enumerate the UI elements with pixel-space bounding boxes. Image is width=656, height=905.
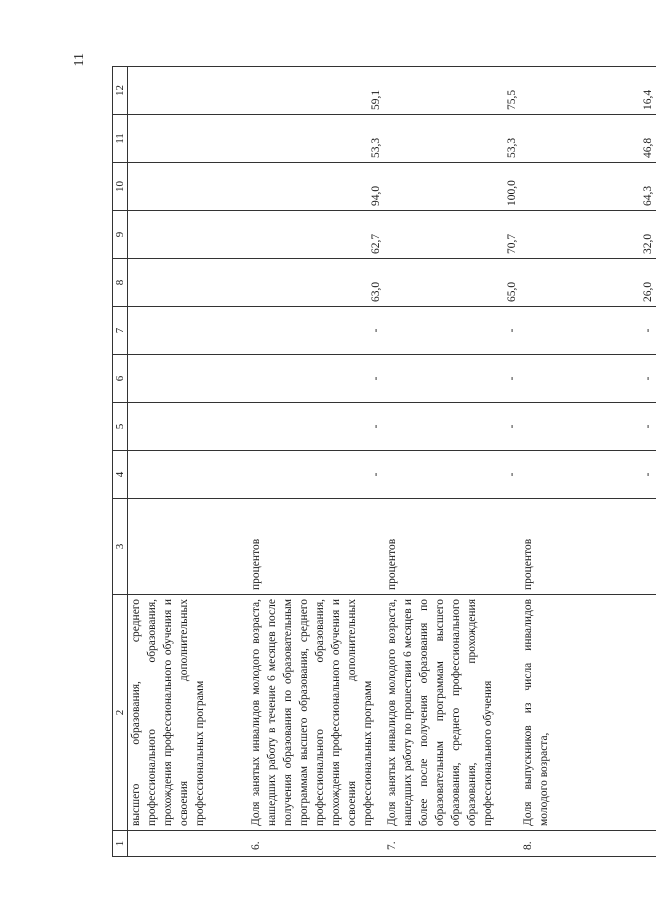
unit-cell: процентов [248,499,384,595]
value-cell: - [520,307,656,355]
row-index: 7. [384,831,520,857]
header-cell: 8 [113,259,128,307]
value-cell: - [248,355,384,403]
header-cell: 9 [113,211,128,259]
value-cell: - [384,451,520,499]
value-cell [128,403,249,451]
value-cell: - [520,355,656,403]
value-cell: 53,3 [248,115,384,163]
header-cell: 10 [113,163,128,211]
unit-cell: процентов [520,499,656,595]
header-row [113,67,128,857]
header-cell: 2 [113,595,128,831]
table-row [384,67,520,857]
value-cell [128,67,249,115]
value-cell: 59,1 [248,67,384,115]
header-cell: 11 [113,115,128,163]
table-row [520,67,656,857]
header-cell: 4 [113,451,128,499]
header-cell: 1 [113,831,128,857]
value-cell: 70,7 [384,211,520,259]
value-cell: 62,7 [248,211,384,259]
value-cell: - [384,403,520,451]
value-cell: - [384,307,520,355]
value-cell: - [248,403,384,451]
value-cell [128,307,249,355]
value-cell: 32,0 [520,211,656,259]
value-cell: 53,3 [384,115,520,163]
indicator-text: высшего образования, среднего профессионального образования, прохождения профессионального обучения и освоения дополнительных профессиональных программ [128,595,249,831]
header-cell: 5 [113,403,128,451]
indicator-text: Доля занятых инвалидов молодого возраста, нашедших работу по прошествии 6 месяцев и более после получения образования по образовательным программам высшего образования, среднего профессионального образования, прохождения профессионального обучения [384,595,520,831]
value-cell [128,451,249,499]
value-cell [128,163,249,211]
value-cell: 65,0 [384,259,520,307]
value-cell: 75,5 [384,67,520,115]
value-cell: 46,8 [520,115,656,163]
unit-cell: процентов [384,499,520,595]
unit-cell [128,499,249,595]
page-number: 11 [72,53,87,67]
value-cell: - [248,307,384,355]
header-cell: 12 [113,67,128,115]
header-cell: 7 [113,307,128,355]
value-cell: - [520,403,656,451]
row-index: 8. [520,831,656,857]
indicator-text: Доля занятых инвалидов молодого возраста, нашедших работу в течение 6 месяцев после получения образования по образовательным программам высшего образования, среднего профессионального образования, прохождения профессионального обучения и освоения дополнительных профессиональных программ [248,595,384,831]
value-cell: - [384,355,520,403]
value-cell [128,115,249,163]
value-cell [128,211,249,259]
row-index [128,831,249,857]
row-index: 6. [248,831,384,857]
value-cell: 64,3 [520,163,656,211]
header-cell: 3 [113,499,128,595]
value-cell: 26,0 [520,259,656,307]
table-row [128,67,249,857]
indicators-table [112,66,656,857]
value-cell: 100,0 [384,163,520,211]
value-cell: - [248,451,384,499]
value-cell: - [520,451,656,499]
value-cell: 94,0 [248,163,384,211]
value-cell [128,259,249,307]
value-cell: 63,0 [248,259,384,307]
value-cell: 16,4 [520,67,656,115]
value-cell [128,355,249,403]
header-cell: 6 [113,355,128,403]
indicator-text: Доля выпускников из числа инвалидов молодого возраста, [520,595,656,831]
table-row [248,67,384,857]
